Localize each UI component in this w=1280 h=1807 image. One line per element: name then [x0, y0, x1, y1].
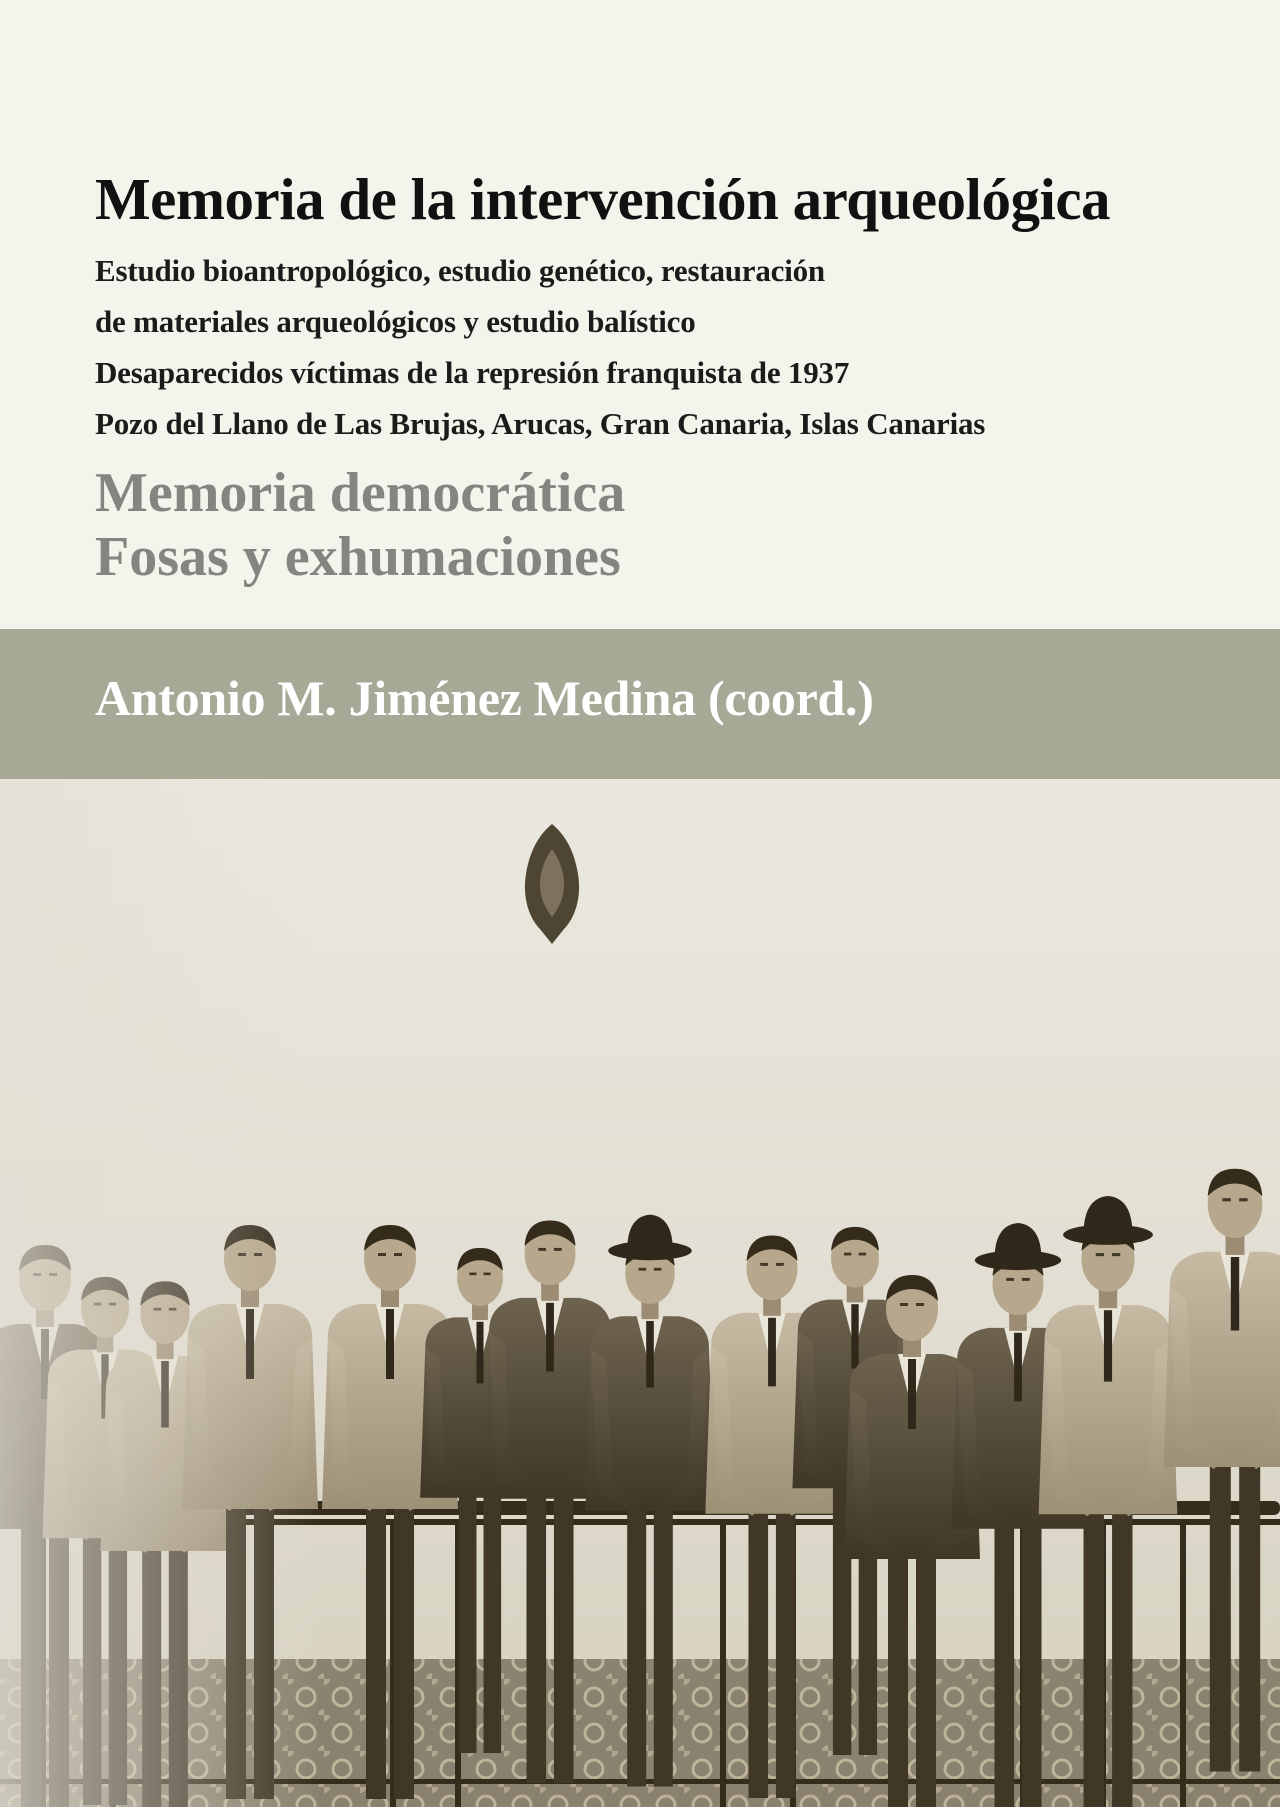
cover-photo-illustration: [0, 779, 1280, 1807]
subtitle-line: Pozo del Llano de Las Brujas, Arucas, Gran Canaria, Islas Canarias: [95, 406, 986, 441]
title-block: [95, 166, 1245, 589]
series-block: [95, 461, 1245, 589]
cover-photo: [0, 779, 1280, 1807]
subtitle-line: Desaparecidos víctimas de la represión franquista de 1937: [95, 355, 850, 390]
series-line: Memoria democrática: [95, 462, 626, 524]
subtitle-line: de materiales arqueológicos y estudio balístico: [95, 304, 696, 339]
main-title: Memoria de la intervención arqueológica: [95, 166, 1111, 232]
author-name: Antonio M. Jiménez Medina (coord.): [95, 670, 874, 726]
subtitle-line: Estudio bioantropológico, estudio genético, restauración: [95, 253, 825, 288]
series-line: Fosas y exhumaciones: [95, 526, 621, 588]
author-band: [0, 629, 1280, 779]
subtitle-block: [95, 245, 1245, 449]
